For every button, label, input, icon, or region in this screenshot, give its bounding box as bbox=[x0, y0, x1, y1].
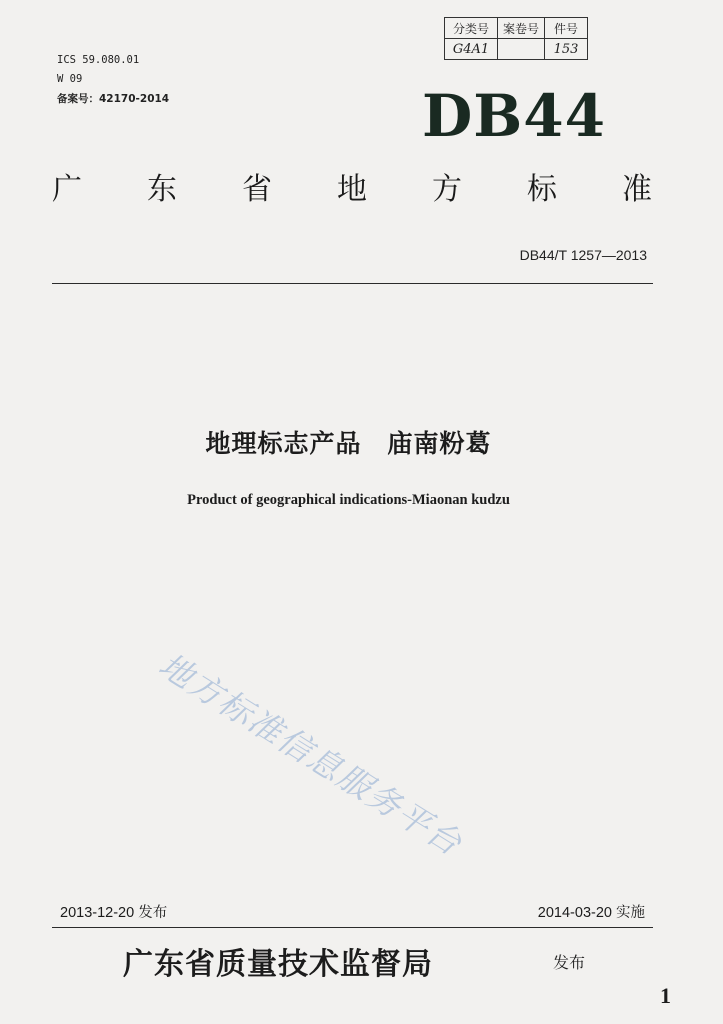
stamp-header-volume: 案卷号 bbox=[498, 18, 545, 39]
stamp-value-item: 153 bbox=[545, 39, 588, 60]
standard-type-char: 地 bbox=[337, 172, 367, 207]
page-number: 1 bbox=[660, 983, 671, 1008]
stamp-header-classification: 分类号 bbox=[445, 18, 498, 39]
standard-type-char: 广 bbox=[52, 172, 82, 207]
standard-type-char: 东 bbox=[147, 172, 177, 207]
stamp-value-volume bbox=[498, 39, 545, 60]
standard-type-char: 标 bbox=[527, 172, 557, 207]
ics-code: ICS 59.080.01 bbox=[57, 54, 140, 66]
issue-date: 2013-12-20 发布 bbox=[60, 905, 168, 921]
standard-type-char: 准 bbox=[622, 172, 652, 207]
watermark: 地方标准信息服务平台 bbox=[152, 645, 470, 864]
record-number: 备案号：42170-2014 bbox=[57, 93, 170, 105]
archive-stamp bbox=[444, 17, 588, 60]
issue-label: 发布 bbox=[553, 953, 586, 972]
title-chinese: 地理标志产品 庙南粉葛 bbox=[205, 429, 492, 458]
top-divider bbox=[52, 283, 653, 284]
ccs-code: W 09 bbox=[57, 73, 83, 85]
standard-type-char: 省 bbox=[242, 172, 272, 207]
bottom-divider bbox=[52, 927, 653, 928]
stamp-header-item: 件号 bbox=[545, 18, 588, 39]
issuer-name: 广东省质量技术监督局 bbox=[123, 947, 433, 982]
standard-code: DB44/T 1257—2013 bbox=[519, 247, 647, 263]
standard-type-heading bbox=[52, 164, 652, 208]
title-english: Product of geographical indications-Miaonan kudzu bbox=[187, 492, 510, 508]
standard-type-char: 方 bbox=[432, 172, 462, 207]
implement-date: 2014-03-20 实施 bbox=[537, 905, 645, 921]
stamp-value-classification: G4A1 bbox=[445, 39, 498, 60]
db44-logo: DB44 bbox=[421, 82, 606, 150]
